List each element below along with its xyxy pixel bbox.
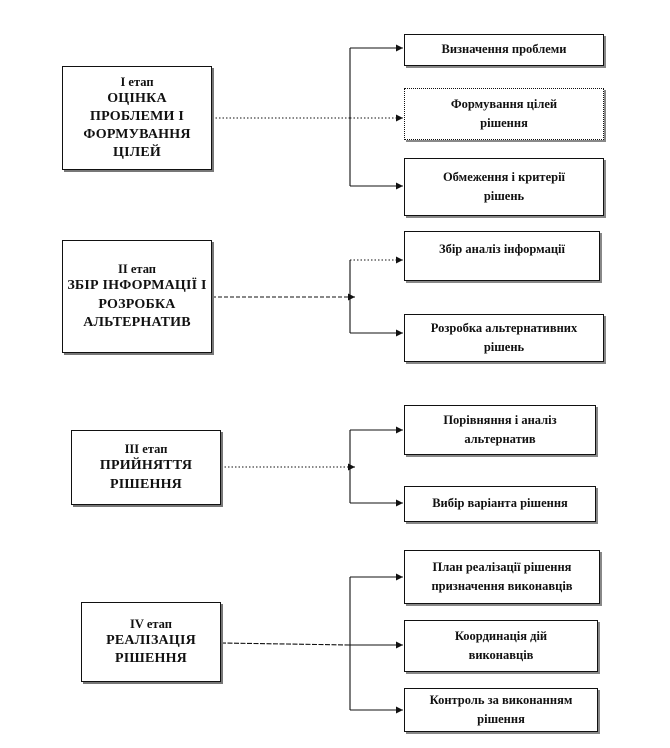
stage-4-connectors bbox=[221, 577, 403, 710]
stage-4-number: IV етап bbox=[130, 616, 172, 631]
stage-3-title: ПРИЙНЯТТЯ РІШЕННЯ bbox=[99, 458, 193, 492]
stage-1-number: I етап bbox=[120, 74, 154, 89]
stage-4-box bbox=[81, 602, 221, 682]
stage-2-box bbox=[62, 240, 212, 353]
stage-2-item-1: Збір аналіз інформації bbox=[404, 231, 600, 281]
stage-2-number: II етап bbox=[118, 262, 156, 277]
stage-1-box bbox=[62, 66, 212, 170]
stage-1-title: ОЦІНКА ПРОБЛЕМИ І ФОРМУВАННЯ ЦІЛЕЙ bbox=[83, 90, 191, 161]
stage-3-number: III етап bbox=[124, 442, 168, 457]
stage-1-item-2: Формування цілей рішення bbox=[404, 88, 604, 140]
stage-3-box bbox=[71, 430, 221, 505]
stage-3-item-1: Порівняння і аналіз альтернатив bbox=[404, 405, 596, 455]
stage-3-connectors bbox=[221, 430, 403, 503]
stage-4-item-1: План реалізації рішення призначення виконавців bbox=[404, 550, 600, 604]
stage-4-item-2: Координація дій виконавців bbox=[404, 620, 598, 672]
stage-2-item-2: Розробка альтернативних рішень bbox=[404, 314, 604, 362]
stage-4-title: РЕАЛІЗАЦІЯ РІШЕННЯ bbox=[106, 632, 196, 667]
stage-2-title: ЗБІР ІНФОРМАЦІЇ І РОЗРОБКА АЛЬТЕРНАТИВ bbox=[67, 278, 207, 330]
stage-1-item-1: Визначення проблеми bbox=[404, 34, 604, 66]
stage-2-connectors bbox=[212, 260, 403, 333]
stage-1-connectors bbox=[212, 48, 403, 186]
stage-1-item-3: Обмеження і критерії рішень bbox=[404, 158, 604, 216]
stage-4-item-3: Контроль за виконанням рішення bbox=[404, 688, 598, 732]
stage-3-item-2: Вибір варіанта рішення bbox=[404, 486, 596, 522]
